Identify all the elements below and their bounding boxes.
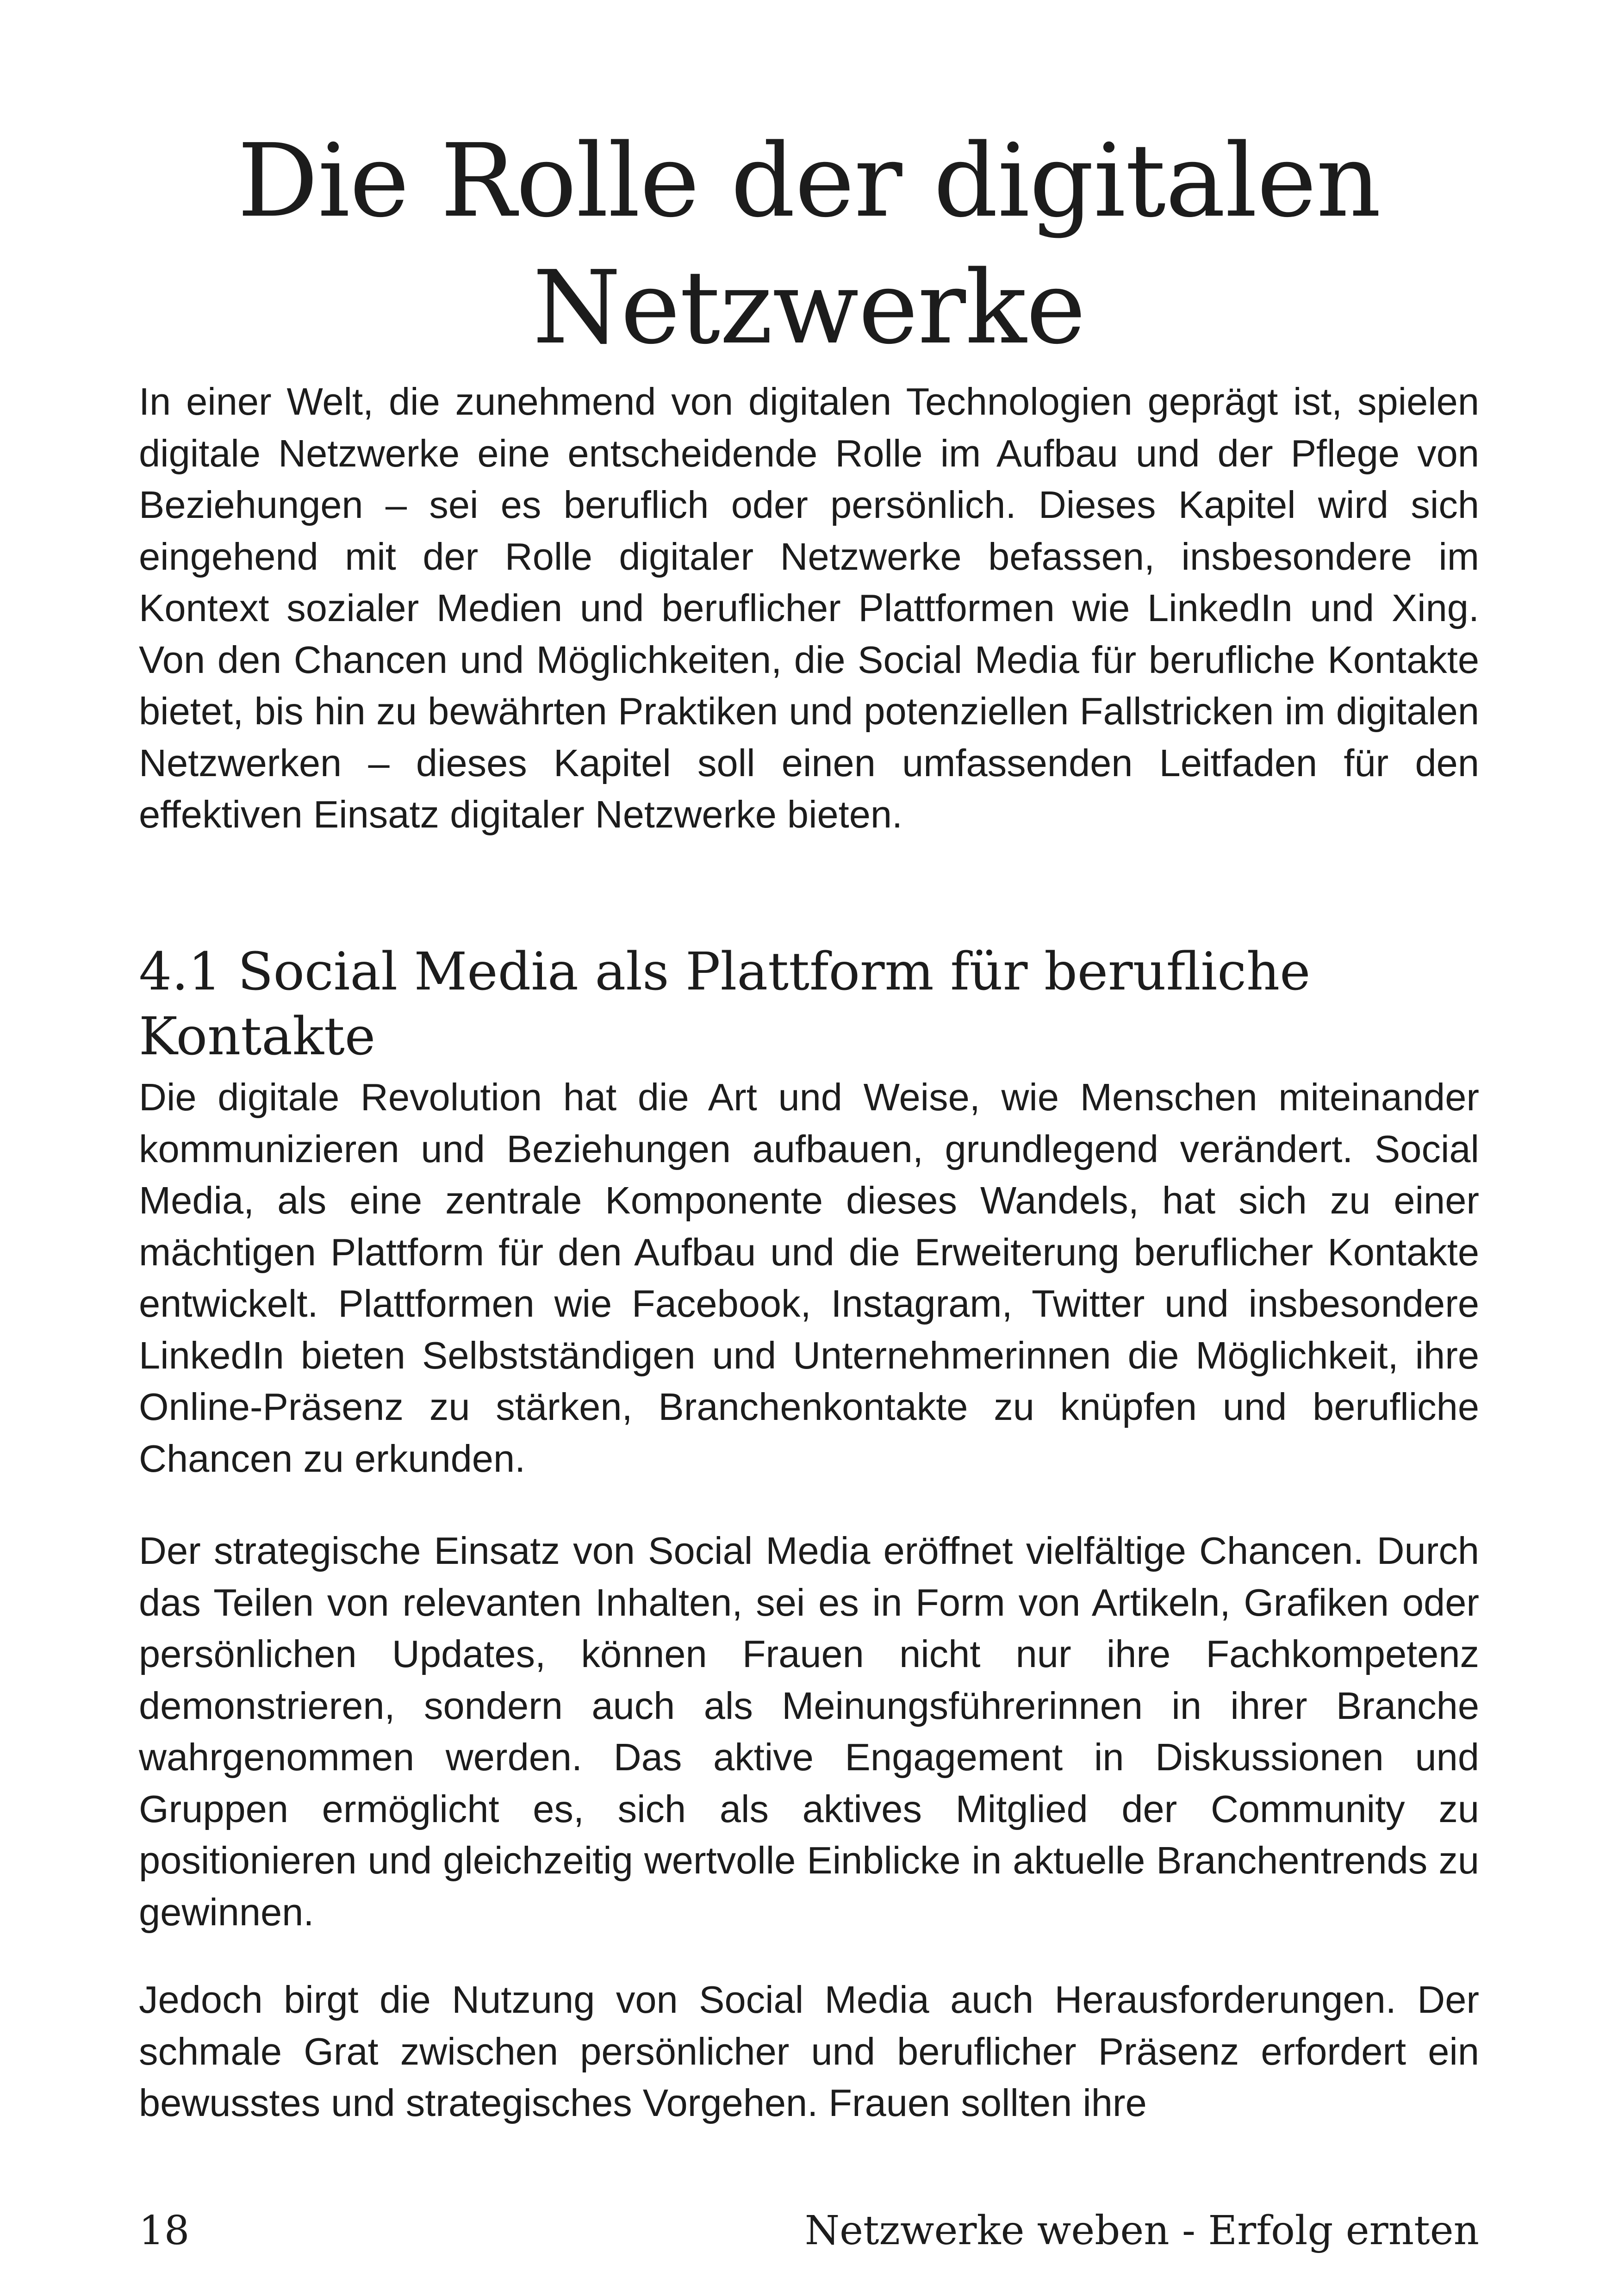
chapter-title: Die Rolle der digitalen Netzwerke	[237, 123, 1381, 367]
page-number: 18	[139, 2208, 190, 2254]
running-title: Netzwerke weben - Erfolg ernten	[804, 2208, 1479, 2254]
section-paragraph-1: Die digitale Revolution hat die Art und Weise, wie Menschen miteinander kommunizieren und Beziehungen aufbauen, grundlegend verändert. Social Media, als eine zentrale Komponente dieses Wandels, hat sich zu einer mächtigen Plattform für den Aufbau und die Erweiterung beruflicher Kontakte entwickelt. Plattformen wie Facebook, Instagram, Twitter und insbesondere LinkedIn bieten Selbstständigen und Unternehmerinnen die Möglichkeit, ihre Online-Präsenz zu stärken, Branchenkontakte zu knüpfen und berufliche Chancen zu erkunden.	[139, 1076, 1479, 1480]
intro-paragraph: In einer Welt, die zunehmend von digitalen Technologien geprägt ist, spielen digitale Netzwerke eine entscheidende Rolle im Aufbau und der Pflege von Beziehungen – sei es beruflich oder persönlich. Dieses Kapitel wird sich eingehend mit der Rolle digitaler Netzwerke befassen, insbesondere im Kontext sozialer Medien und beruflicher Plattformen wie LinkedIn und Xing. Von den Chancen und Möglichkeiten, die Social Media für berufliche Kontakte bietet, bis hin zu bewährten Praktiken und potenziellen Fallstricken im digitalen Netzwerken – dieses Kapitel soll einen umfassenden Leitfaden für den effektiven Einsatz digitaler Netzwerke bieten.	[139, 380, 1479, 836]
page-footer	[139, 2203, 1479, 2259]
section-paragraph-3: Jedoch birgt die Nutzung von Social Media auch Herausforderungen. Der schmale Grat zwischen persönlicher und beruflicher Präsenz erfordert ein bewusstes und strategisches Vorgehen. Frauen sollten ihre	[139, 1978, 1479, 2124]
section-paragraph-2: Der strategische Einsatz von Social Media eröffnet vielfältige Chancen. Durch das Teilen von relevanten Inhalten, sei es in Form von Artikeln, Grafiken oder persönlichen Updates, können Frauen nicht nur ihre Fachkompetenz demonstrieren, sondern auch als Meinungsführerinnen in ihrer Branche wahrgenommen werden. Das aktive Engagement in Diskussionen und Gruppen ermöglicht es, sich als aktives Mitglied der Community zu positionieren und gleichzeitig wertvolle Einblicke in aktuelle Branchentrends zu gewinnen.	[139, 1529, 1479, 1934]
section-heading: 4.1 Social Media als Plattform für berufliche Kontakte	[139, 942, 1311, 1067]
book-page	[139, 0, 1479, 2296]
